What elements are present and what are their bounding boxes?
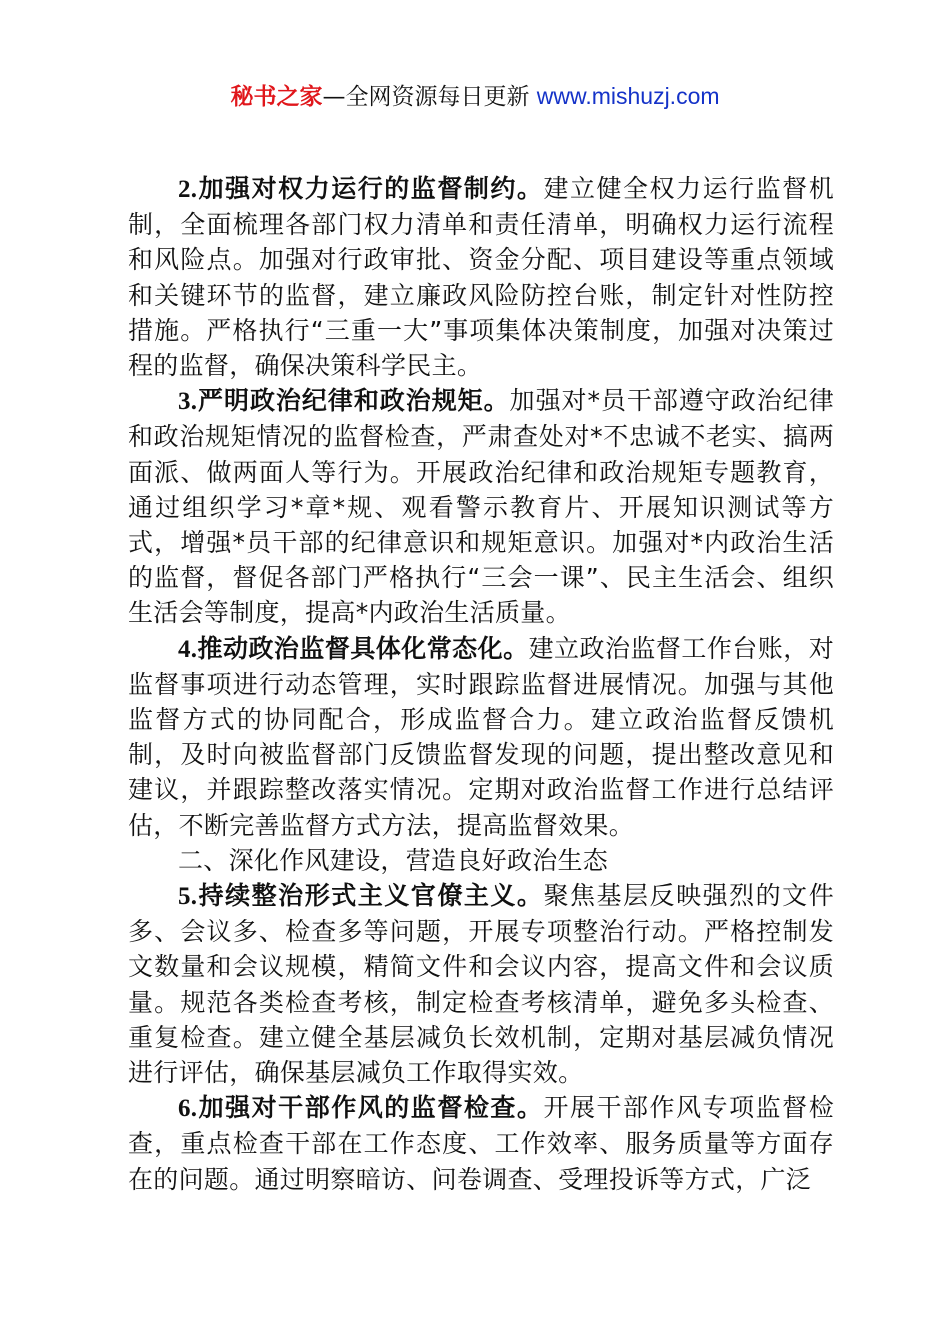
paragraph-body: 开展干部作风专项监督检查，重点检查干部在工作态度、工作效率、服务质量等方面存在的问题。通过明察暗访、问卷调查、受理投诉等方式，广泛 [128,1093,834,1194]
site-header [0,78,950,115]
paragraph-heading: 推动政治监督具体化常态化。 [197,633,529,663]
site-brand: 秘书之家 [230,84,323,110]
site-url-link[interactable]: www.mishuzj.com [536,83,720,109]
paragraph-heading: 加强对干部作风的监督检查。 [197,1093,544,1123]
paragraph-heading: 持续整治形式主义官僚主义。 [197,881,544,911]
paragraph-2 [128,171,834,383]
paragraph-4 [128,631,834,843]
paragraph-heading: 加强对权力运行的监督制约。 [197,174,544,203]
paragraph-heading: 严明政治纪律和政治规矩。 [197,386,510,416]
document-body [128,171,834,1197]
paragraph-number: 5. [178,883,198,911]
paragraph-body: 建立政治监督工作台账，对监督事项进行动态管理，实时跟踪监督进展情况。加强与其他监督方式的协同配合，形成监督合力。建立政治监督反馈机制，及时向被监督部门反馈监督发现的问题，提出整改意见和建议，并跟踪整改落实情况。定期对政治监督工作进行总结评估，不断完善监督方式方法，提高监督效果。 [128,633,834,840]
paragraph-3 [128,383,834,630]
paragraph-number: 4. [178,635,198,663]
site-tagline: —全网资源每日更新 [322,84,537,110]
paragraph-number: 3. [178,388,198,416]
paragraph-5 [128,878,834,1090]
section-heading: 二、深化作风建设，营造良好政治生态 [178,845,609,875]
paragraph-number: 2. [178,176,198,203]
paragraph-6 [128,1090,834,1197]
paragraph-body: 建立健全权力运行监督机制，全面梳理各部门权力清单和责任清单，明确权力运行流程和风险点。加强对行政审批、资金分配、项目建设等重点领域和关键环节的监督，建立廉政风险防控台账，制定针对性防控措施。严格执行“三重一大”事项集体决策制度，加强对决策过程的监督，确保决策科学民主。 [128,174,834,381]
paragraph-number: 6. [178,1095,198,1123]
paragraph-body: 加强对*员干部遵守政治纪律和政治规矩情况的监督检查，严肃查处对*不忠诚不老实、搞两面派、做两面人等行为。开展政治纪律和政治规矩专题教育，通过组织学习*章*规、观看警示教育片、开展知识测试等方式，增强*员干部的纪律意识和规矩意识。加强对*内政治生活的监督，督促各部门严格执行“三会一课”、民主生活会、组织生活会等制度，提高*内政治生活质量。 [128,386,834,628]
paragraph-body: 聚焦基层反映强烈的文件多、会议多、检查多等问题，开展专项整治行动。严格控制发文数量和会议规模，精简文件和会议内容，提高文件和会议质量。规范各类检查考核，制定检查考核清单，避免多头检查、重复检查。建立健全基层减负长效机制，定期对基层减负情况进行评估，确保基层减负工作取得实效。 [128,881,834,1088]
